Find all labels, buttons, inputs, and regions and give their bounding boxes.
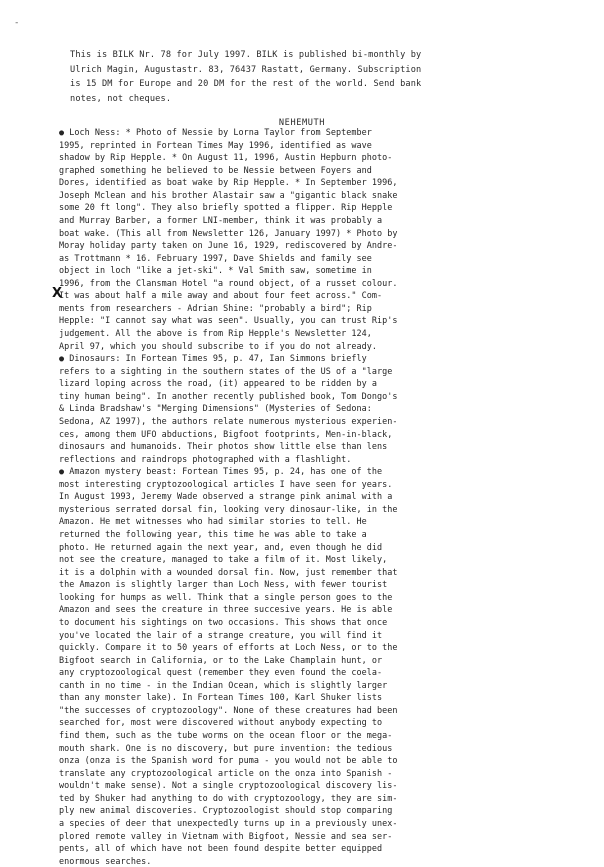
intro-paragraph: This is BILK Nr. 78 for July 1997. BILK is published bi-monthly by Ulrich Magin, Augustastr. 83, 76437 Rastatt, Germany. Subscription is 15 DM for Europe and 20 DM for the rest of the world. Send bank notes, not cheques.	[70, 50, 422, 104]
body-line: pents, all of which have not been found despite better equipped	[59, 843, 383, 854]
body-line: enormous searches.	[59, 855, 152, 866]
body-line: ● Amazon mystery beast: Fortean Times 95, p. 24, has one of the	[59, 466, 383, 477]
body-line: mouth shark. One is no discovery, but pure invention: the tedious	[59, 742, 393, 753]
body-line: boat wake. (This all from Newsletter 126, January 1997) * Photo by	[59, 227, 398, 238]
body-line: ments from researchers - Adrian Shine: "probably a bird"; Rip	[59, 302, 372, 313]
body-line: Moray holiday party taken on June 16, 1929, rediscovered by Andre-	[59, 240, 398, 251]
body-line: a species of deer that unexpectedly turns up in a previously unex-	[59, 817, 398, 828]
body-line: looking for humps as well. Think that a single person goes to the	[59, 591, 393, 602]
body-line: quickly. Compare it to 50 years of efforts at Loch Ness, or to the	[59, 642, 398, 653]
body-line: Amazon and sees the creature in three succesive years. He is able	[59, 604, 393, 615]
body-line: wouldn't make sense). Not a single cryptozoological discovery lis-	[59, 780, 398, 791]
body-line: to document his sightings on two occasions. This shows that once	[59, 616, 388, 627]
body-line: Joseph Mclean and his brother Alastair saw a "gigantic black snake	[59, 189, 398, 200]
body-line: most interesting cryptozoological articles I have seen for years.	[59, 478, 393, 489]
margin-cross-mark: X	[52, 286, 63, 301]
body-line: find them, such as the tube worms on the ocean floor or the mega-	[59, 730, 393, 740]
body-line: Amazon. He met witnesses who had similar stories to tell. He	[59, 516, 367, 527]
corner-mark: -	[14, 18, 20, 28]
body-line: onza (onza is the Spanish word for puma - you would not be able to	[59, 755, 398, 766]
body-line: searched for, most were discovered without anybody expecting to	[59, 717, 383, 728]
body-line: judgement. All the above is from Rip Hepple's Newsletter 124,	[59, 328, 372, 338]
body-text	[59, 126, 579, 867]
body-line: refers to a sighting in the southern states of the US of a "large	[59, 365, 393, 376]
body-line: Dores, identified as boat wake by Rip Hepple. * In September 1996,	[59, 177, 398, 188]
body-line: the Amazon is slightly larger than Loch Ness, with fewer tourist	[59, 579, 388, 590]
body-line: & Linda Bradshaw's "Merging Dimensions" (Mysteries of Sedona:	[59, 403, 372, 414]
body-line: April 97, which you should subscribe to if you do not already.	[59, 340, 378, 351]
body-line: ply new animal discoveries. Cryptozoologist should stop comparing	[59, 805, 393, 816]
body-line: photo. He returned again the next year, and, even though he did	[59, 541, 383, 552]
body-line: not see the creature, managed to take a film of it. Most likely,	[59, 554, 388, 565]
body-line: it is a dolphin with a wounded dorsal fin. Now, just remember that	[59, 566, 398, 577]
body-line: returned the following year, this time he was able to take a	[59, 529, 367, 539]
body-line: mysterious serrated dorsal fin, looking very dinosaur-like, in the	[59, 503, 398, 514]
body-line: any cryptozoological quest (remember they even found the coela-	[59, 667, 383, 678]
body-line: ● Dinosaurs: In Fortean Times 95, p. 47, Ian Simmons briefly	[59, 353, 367, 364]
body-line: lizard loping across the road, (it) appeared to be ridden by a	[59, 378, 378, 389]
body-line: 1995, reprinted in Fortean Times May 1996, identified as wave	[59, 139, 372, 150]
body-line: dinosaurs and humanoids. Their photos show little else than lens	[59, 441, 388, 452]
body-line: and Murray Barber, a former LNI-member, think it was probably a	[59, 214, 383, 225]
body-line: In August 1993, Jeremy Wade observed a strange pink animal with a	[59, 491, 393, 502]
body-line: tiny human being". In another recently published book, Tom Dongo's	[59, 390, 398, 401]
body-line: ces, among them UFO abductions, Bigfoot footprints, Men-in-black,	[59, 428, 393, 439]
body-line: 1996, from the Clansman Hotel "a round object, of a russet colour.	[59, 277, 398, 288]
body-line: translate any cryptozoological article on the onza into Spanish -	[59, 767, 393, 778]
body-line: you've located the lair of a strange creature, you will find it	[59, 629, 383, 640]
body-line: "the successes of cryptozoology". None of these creatures had been	[59, 704, 398, 715]
body-line: ● Loch Ness: * Photo of Nessie by Lorna Taylor from September	[59, 127, 372, 137]
body-line: Bigfoot search in California, or to the Lake Champlain hunt, or	[59, 654, 383, 665]
body-line: object in loch "like a jet-ski". * Val Smith saw, sometime in	[59, 265, 372, 276]
body-line: as Trottmann * 16. February 1997, Dave Shields and family see	[59, 252, 372, 263]
body-line: Hepple: "I cannot say what was seen". Usually, you can trust Rip's	[59, 315, 398, 326]
body-line: It was about half a mile away and about four feet across." Com-	[59, 290, 383, 301]
body-line: shadow by Rip Hepple. * On August 11, 1996, Austin Hepburn photo-	[59, 152, 393, 163]
body-line: ted by Shuker had anything to do with cryptozoology, they are sim-	[59, 792, 398, 803]
body-line: some 20 ft long". They also briefly spotted a flipper. Rip Hepple	[59, 202, 393, 213]
body-line: canth in no time - in the Indian Ocean, which is slightly larger	[59, 679, 388, 690]
body-line: graphed something he believed to be Nessie between Foyers and	[59, 164, 372, 175]
body-line: plored remote valley in Vietnam with Bigfoot, Nessie and sea ser-	[59, 830, 393, 841]
body-line: reflections and raindrops photographed with a flashlight.	[59, 453, 352, 464]
body-line: Sedona, AZ 1997), the authors relate numerous mysterious experien-	[59, 415, 398, 426]
section-heading: NEHEMUTH	[278, 118, 326, 128]
body-line: than any monster lake). In Fortean Times 100, Karl Shuker lists	[59, 692, 383, 703]
